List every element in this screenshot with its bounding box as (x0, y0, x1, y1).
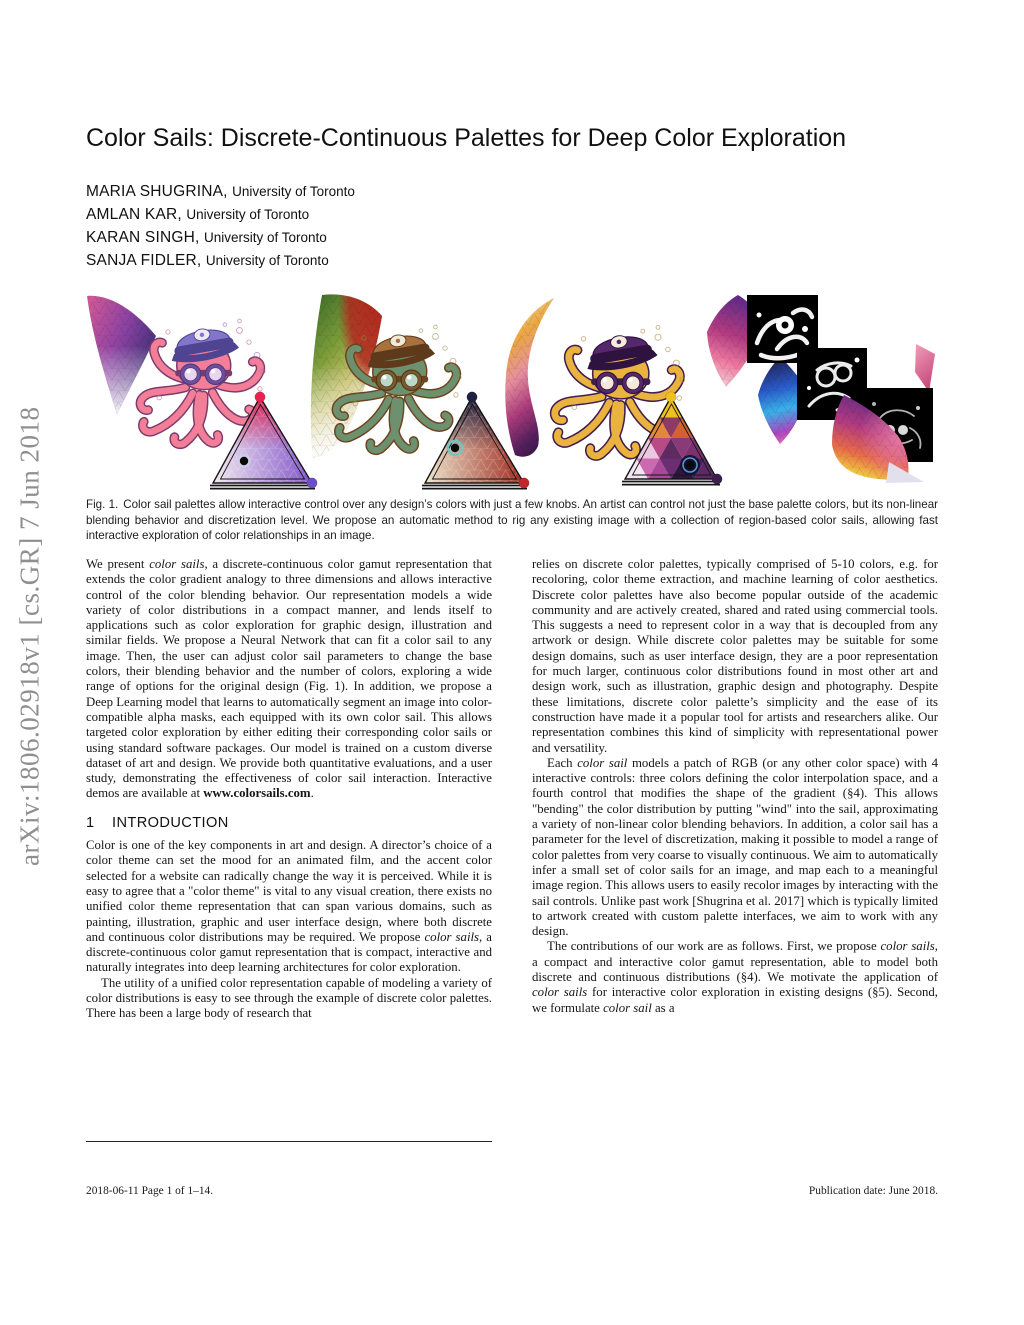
intro-paragraph-2: The utility of a unified color representation capable of modeling a variety of color distributions is easy to see through the example of discrete color palettes. There has been a large body of research that (86, 975, 492, 1021)
color-knob-corner (307, 478, 317, 488)
body-paragraph-2: Each color sail models a patch of RGB (or any other color space) with 4 interactive controls: three colors defining the color interpolation space, and a fourth control that modifies the shape of the gradient (§4). This allows "bending" the color distribution by putting "wind" into the sail, approximating a variety of non-linear color blending behaviors. In addition, a color sail has a parameter for the level of discretization, making it possible to model a range of color palettes from very coarse to visually continuous. We aim to automatically infer a small set of color sails for an image, and map each to a meaningful image region. This allows users to easily recolor images by interacting with the sail controls. Unlike past work [Shugrina et al. 2017] which is typically limited to artwork created with custom palette interfaces, we aim to work with any design. (532, 755, 938, 939)
section-title: INTRODUCTION (112, 814, 229, 831)
wind-knob (451, 444, 459, 452)
intro-paragraph-1: Color is one of the key components in art and design. A director’s choice of a color theme can set the mood for an animated film, and the accent color selected for a website can radically change the way it is perceived. While it is easy to agree that a "color theme" is vital to any visual creation, there exists no unified color theme representation that can span various domains, such as painting, illustration, graphic and user interface design, where both discrete and continuous color distributions may be required. We propose color sails, a discrete-continuous color gamut representation that is compact, interactive and naturally integrates into deep learning architectures for color exploration. (86, 838, 492, 975)
figure-1 (86, 292, 938, 493)
sail-shard (915, 344, 935, 392)
two-column-body (86, 557, 938, 1022)
color-knob-corner (519, 478, 529, 488)
figure-1-canvas (86, 292, 938, 493)
color-sail-mesh-3 (505, 298, 554, 457)
wind-knob (686, 461, 695, 470)
footer-page-info: 2018-06-11 Page 1 of 1–14. (86, 1185, 214, 1197)
author-affiliation: University of Toronto (232, 184, 355, 199)
color-knob-top (255, 392, 265, 402)
figure-1-caption (86, 497, 938, 544)
author-name: SANJA FIDLER, (86, 252, 202, 269)
author-row (86, 206, 355, 224)
author-affiliation: University of Toronto (186, 207, 310, 222)
section-number: 1 (86, 814, 95, 831)
footer-publication-date: Publication date: June 2018. (808, 1185, 938, 1197)
figure-caption-text: Color sail palettes allow interactive control over any design’s colors with just a few knobs. An artist can control not just the base palette colors, but its non-linear blending behavior and discretization level. We propose an automatic method to rig any existing image with a collection of region-based color sails, allowing fast interactive exploration of color relationships in an image. (86, 498, 938, 543)
color-knob-corner (712, 474, 722, 484)
body-paragraph-1: relies on discrete color palettes, typically comprised of 5-10 colors, e.g. for recoloring, color theme extraction, and machine learning of color aesthetics. Discrete color palettes have also become popular outside of the academic community and are actively created, shared and rated using commercial tools. This suggests a need to represent color in a way that is decoupled from any artwork or design. While discrete color palettes may be suitable for some design domains, such as user interface design, they are a poor representation for much larger, continuous color distributions found in most other art and design work, such as illustration, graphic design and photography. Despite these limitations, discrete color palette’s simplicity and the ease of its construction have made it a popular tool for artists and researchers alike. Our representation combines this kind of simplicity with representational power and versatility. (532, 557, 938, 755)
author-name: KARAN SINGH, (86, 229, 200, 246)
author-name: MARIA SHUGRINA, (86, 183, 228, 200)
author-affiliation: University of Toronto (205, 253, 329, 268)
footnote-rule (86, 1141, 492, 1142)
author-row (86, 229, 355, 247)
right-column (532, 557, 938, 1022)
figure-caption-label: Fig. 1. (86, 498, 119, 511)
arxiv-sidebar-label: arXiv:1806.02918v1 [cs.GR] 7 Jun 2018 (14, 406, 45, 866)
wind-knob (240, 457, 248, 465)
body-paragraph-3: The contributions of our work are as follows. First, we propose color sails, a compact and interactive color gamut representation, able to model both discrete and continuous distributions (§4). We motivate the application of color sails for interactive color exploration in existing designs (§5). Second, we formulate color sail as a (532, 939, 938, 1015)
colorsails-link[interactable]: www.colorsails.com (203, 786, 311, 801)
author-affiliation: University of Toronto (203, 230, 327, 245)
page-title: Color Sails: Discrete-Continuous Palettes for Deep Color Exploration (86, 124, 847, 152)
page-footer (86, 1185, 938, 1197)
section-heading-introduction (86, 816, 492, 831)
abstract-paragraph: We present color sails, a discrete-continuous color gamut representation that extends the color gradient analogy to three dimensions and allows interactive control of the color blending behavior. Our representation models a wide variety of color distributions in a compact manner, and lends itself to applications such as color exploration for graphic design, illustration and similar fields. We propose a Neural Network that can fit a color sail to any image. Then, the user can adjust color sail parameters to change the base colors, their blending behavior and the number of colors, exploring a wide range of options for the original design (Fig. 1). In addition, we propose a Deep Learning model that learns to automatically segment an image into color-compatible alpha masks, each equipped with its own color sail. This allows targeted color exploration by either editing their corresponding color sails or using standard software packages. Our model is trained on a custom diverse dataset of art and design. We provide both quantitative evaluations, and a user study, demonstrating the effectiveness of color sail interaction. Interactive demos are available at www.colorsails.com. (86, 557, 492, 801)
author-row (86, 183, 355, 201)
color-knob-top (666, 392, 676, 402)
author-block (86, 183, 355, 275)
color-knob-top (467, 392, 477, 402)
author-row (86, 252, 355, 270)
author-name: AMLAN KAR, (86, 206, 182, 223)
left-column (86, 557, 492, 1022)
